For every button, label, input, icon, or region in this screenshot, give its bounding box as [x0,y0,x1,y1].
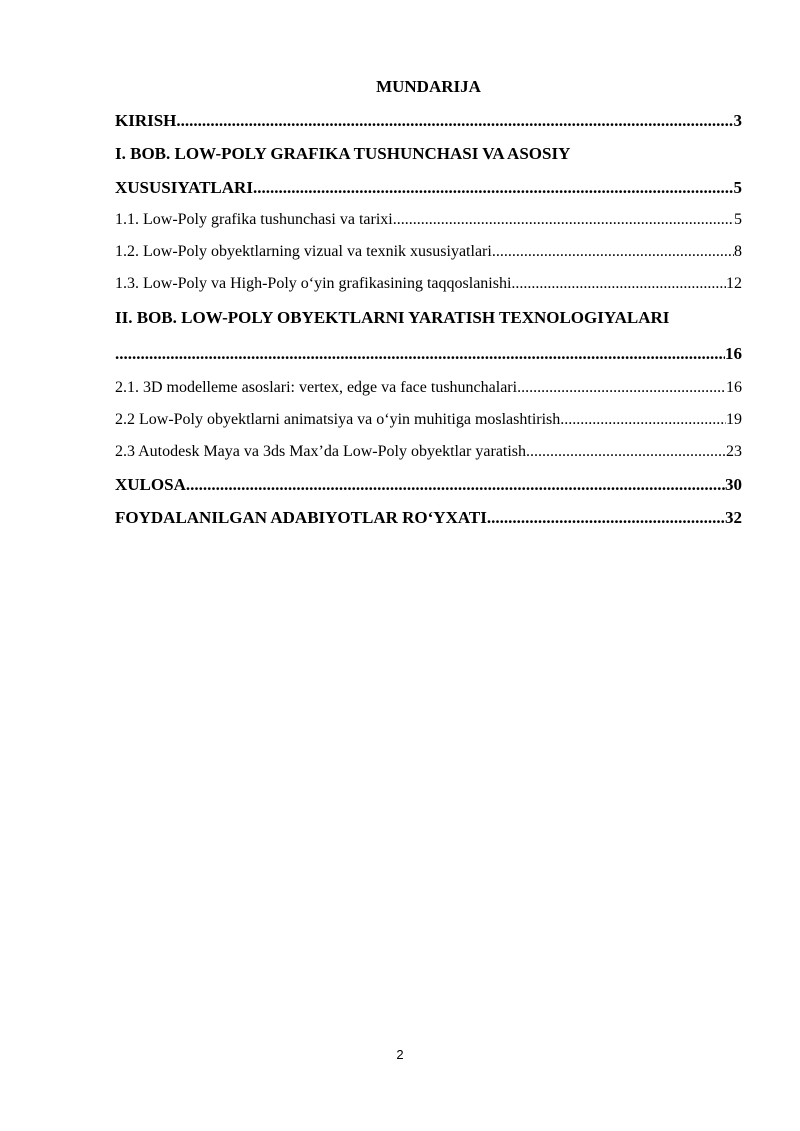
dot-leader [115,336,725,372]
toc-entry-label: 2.2 Low-Poly obyektlarni animatsiya va o‘yin muhitiga moslashtirish [115,411,561,428]
toc-entry-page: 8 [734,243,742,260]
toc-entry-1-1[interactable] [115,204,742,236]
toc-entry-bibliography[interactable] [115,501,742,534]
table-of-contents [115,76,742,534]
toc-chapter-1-heading: I. BOB. LOW-POLY GRAFIKA TUSHUNCHASI VA ASOSIY [115,144,571,163]
toc-entry-1-3[interactable] [115,268,742,300]
dot-leader [526,436,726,468]
toc-entry-label: 1.2. Low-Poly obyektlarning vizual va texnik xususiyatlari [115,243,492,260]
dot-leader [517,372,726,404]
toc-entry-2-2[interactable] [115,404,742,436]
toc-entry-label: 2.3 Autodesk Maya va 3ds Max’da Low-Poly obyektlar yaratish [115,443,527,460]
toc-entry-label: XULOSA [115,475,186,494]
toc-entry-chapter-1[interactable] [115,172,742,204]
toc-entry-2-3[interactable] [115,436,742,468]
toc-chapter-2-heading: II. BOB. LOW-POLY OBYEKTLARNI YARATISH TEXNOLOGIYALARI [115,308,670,327]
toc-entry-page: 3 [733,111,742,130]
toc-entry-page: 5 [734,211,742,228]
toc-entry-page: 23 [726,443,742,460]
toc-entry-page: 32 [725,508,742,527]
page-number: 2 [396,1047,404,1062]
dot-leader [393,204,734,236]
toc-entry-label: 1.1. Low-Poly grafika tushunchasi va tarixi [115,211,393,228]
dot-leader [511,268,726,300]
dot-leader [186,468,725,501]
toc-entry-label: 1.3. Low-Poly va High-Poly o‘yin grafikasining taqqoslanishi [115,275,512,292]
toc-entry-kirish[interactable] [115,106,742,136]
toc-entry-page: 5 [733,178,742,197]
toc-entry-chapter-2[interactable] [115,336,742,372]
dot-leader [492,236,734,268]
toc-entry-2-1[interactable] [115,372,742,404]
toc-title: MUNDARIJA [376,77,481,96]
toc-entry-xulosa[interactable] [115,468,742,501]
toc-entry-1-2[interactable] [115,236,742,268]
toc-entry-label: 2.1. 3D modelleme asoslari: vertex, edge va face tushunchalari [115,379,518,396]
dot-leader [560,404,726,436]
toc-entry-page: 30 [725,475,742,494]
toc-entry-page: 16 [726,379,742,396]
toc-entry-label: KIRISH [115,111,177,130]
toc-entry-page: 19 [726,411,742,428]
dot-leader [487,501,725,534]
toc-entry-page: 16 [725,344,742,363]
dot-leader [176,106,733,136]
toc-entry-page: 12 [726,275,742,292]
toc-entry-label: XUSUSIYATLARI [115,178,253,197]
toc-entry-label: FOYDALANILGAN ADABIYOTLAR RO‘YXATI [115,508,487,527]
dot-leader [253,172,734,204]
